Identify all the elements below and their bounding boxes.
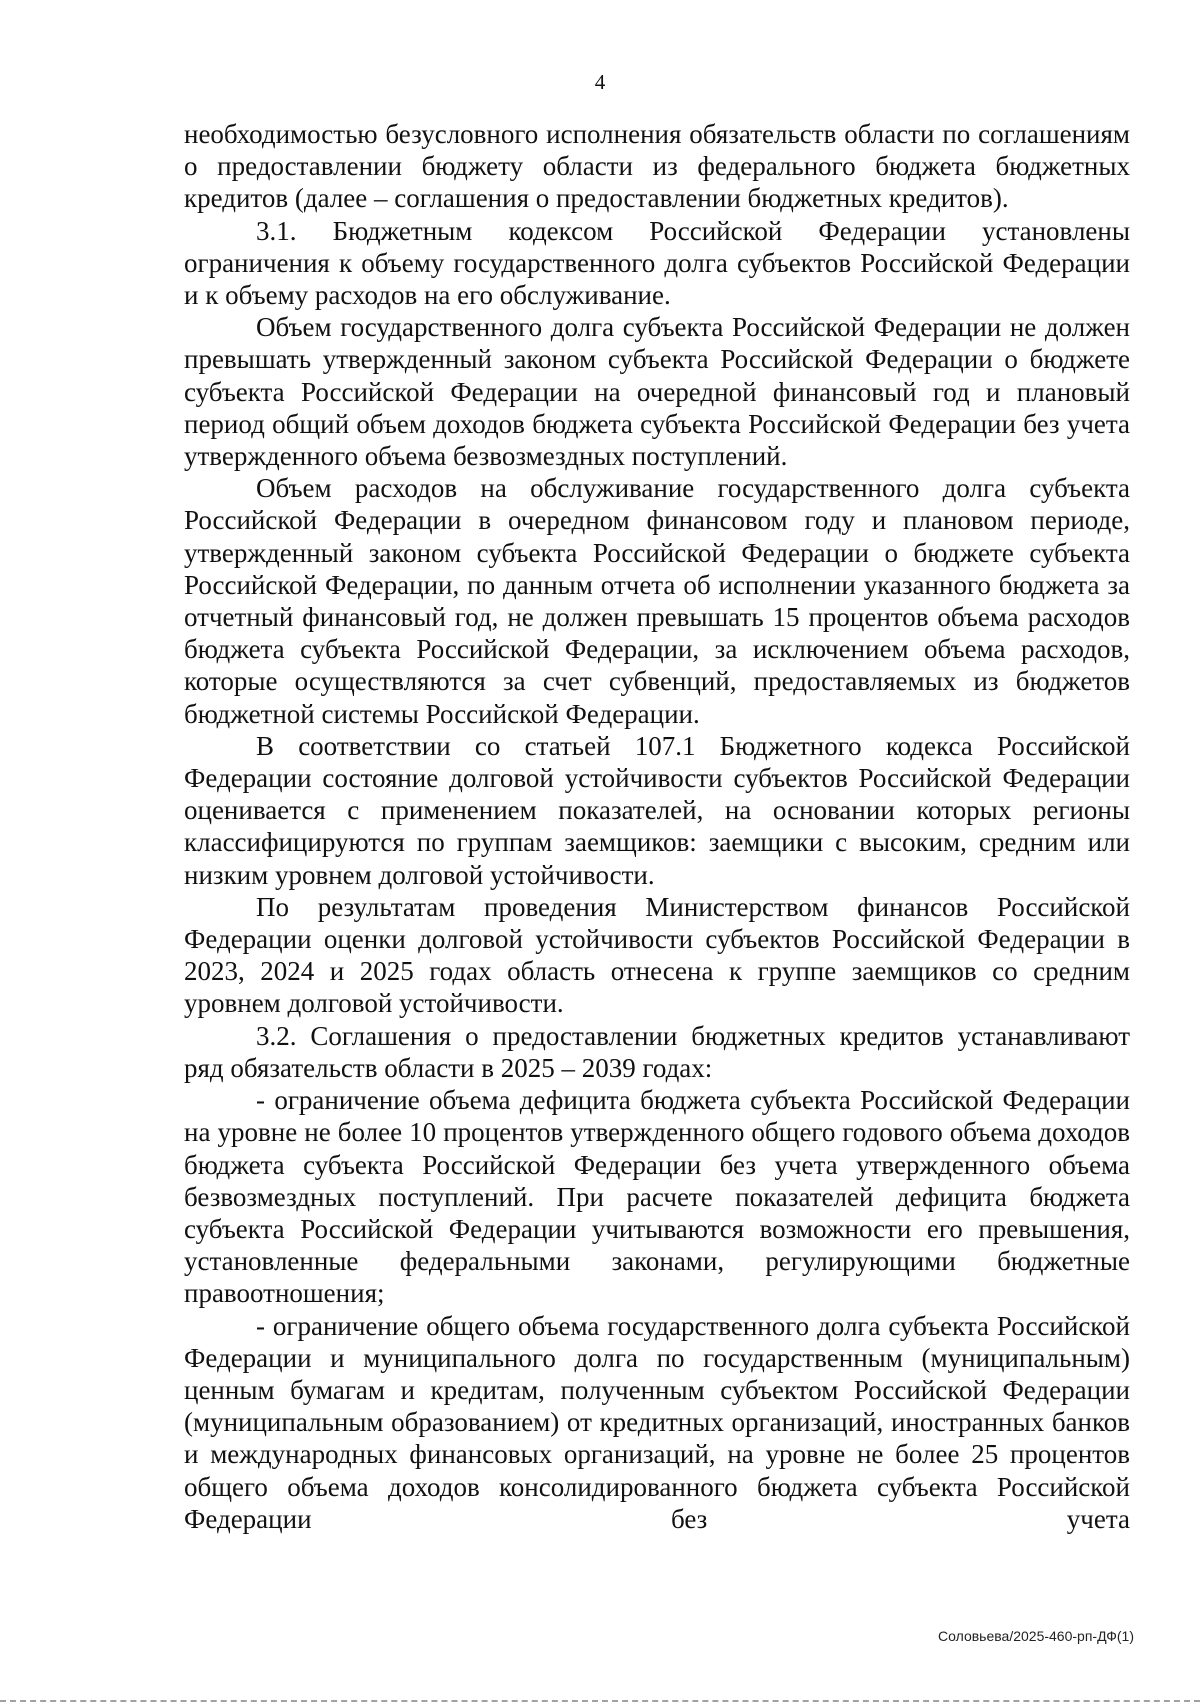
paragraph: По результатам проведения Министерством финансов Российской Федерации оценки долговой устойчивости субъектов Российской Федерации в 2023, 2024 и 2025 годах область отнесена к группе заемщиков со средним уровнем долговой устойчивости. bbox=[184, 891, 1130, 1019]
paragraph: необходимостью безусловного исполнения обязательств области по соглашениям о предоставлении бюджету области из федерального бюджета бюджетных кредитов (далее – соглашения о предоставлении бюджетных кредитов). bbox=[184, 119, 1130, 214]
list-item: - ограничение объема дефицита бюджета субъекта Российской Федерации на уровне не более 10 процентов утвержденного общего годового объема доходов бюджета субъекта Российской Федерации без учета утвержденного объема безвозмездных поступлений. При расчете показателей дефицита бюджета субъекта Российской Федерации учитываются возможности его превышения, установленные федеральными законами, регулирующими бюджетные правоотношения; bbox=[184, 1085, 1130, 1309]
document-reference: Соловьева/2025-460-рп-ДФ(1) bbox=[938, 1628, 1134, 1644]
paragraph: Объем государственного долга субъекта Российской Федерации не должен превышать утвержденный законом субъекта Российской Федерации о бюджете субъекта Российской Федерации на очередной финансовый год и плановый период общий объем доходов бюджета субъекта Российской Федерации без учета утвержденного объема безвозмездных поступлений. bbox=[184, 312, 1130, 472]
paragraph: Объем расходов на обслуживание государственного долга субъекта Российской Федерации в очередном финансовом году и плановом периоде, утвержденный законом субъекта Российской Федерации о бюджете субъекта Российской Федерации, по данным отчета об исполнении указанного бюджета за отчетный финансовый год, не должен превышать 15 процентов объема расходов бюджета субъекта Российской Федерации, за исключением объема расходов, которые осуществляются за счет субвенций, предоставляемых из бюджетов бюджетной системы Российской Федерации. bbox=[184, 473, 1130, 729]
paragraph-3-2: 3.2. Соглашения о предоставлении бюджетных кредитов устанавливают ряд обязательств области в 2025 – 2039 годах: bbox=[184, 1020, 1130, 1083]
list-item: - ограничение общего объема государственного долга субъекта Российской Федерации и муниципального долга по государственным (муниципальным) ценным бумагам и кредитам, полученным субъектом Российской Федерации (муниципальным образованием) от кредитных организаций, иностранных банков и международных финансовых организаций, на уровне не более 25 процентов общего объема доходов консолидированного бюджета субъекта Российской Федерации без учета bbox=[184, 1310, 1130, 1534]
document-body bbox=[184, 118, 1130, 1535]
scan-edge-line bbox=[0, 1700, 1200, 1702]
paragraph: В соответствии со статьей 107.1 Бюджетного кодекса Российской Федерации состояние долговой устойчивости субъектов Российской Федерации оценивается с применением показателей, на основании которых регионы классифицируются по группам заемщиков: заемщики с высоким, средним или низким уровнем долговой устойчивости. bbox=[184, 730, 1130, 890]
paragraph-3-1: 3.1. Бюджетным кодексом Российской Федерации установлены ограничения к объему государственного долга субъектов Российской Федерации и к объему расходов на его обслуживание. bbox=[184, 215, 1130, 311]
page-number: 4 bbox=[594, 70, 606, 94]
